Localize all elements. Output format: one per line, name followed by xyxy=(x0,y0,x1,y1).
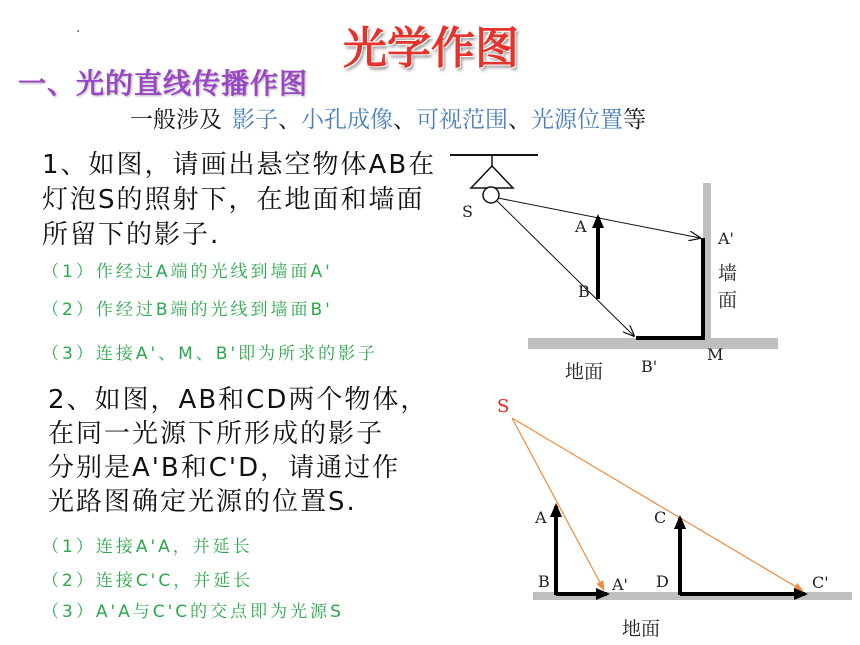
label-c: C xyxy=(654,508,667,527)
lampshade-icon xyxy=(471,166,513,188)
label-b: B xyxy=(578,282,590,301)
problem2-question-line: 2、如图，AB和CD两个物体， xyxy=(48,385,429,415)
bulb-icon xyxy=(483,187,499,203)
problem1-step-1: （1）作经过A端的光线到墙面A' xyxy=(42,262,333,282)
label-d: D xyxy=(656,572,669,591)
diagram2 xyxy=(497,396,852,640)
intro-topic-source-position: 光源位置 xyxy=(531,107,623,133)
label-a-prime: A' xyxy=(718,229,734,248)
intro-separator: 、 xyxy=(278,107,301,133)
problem1-step-3: （3）连接A'、M、B'即为所求的影子 xyxy=(42,344,379,364)
intro-topic-shadow: 影子 xyxy=(232,107,278,133)
problem1-question-line: 灯泡S的照射下，在地面和墙面 xyxy=(42,185,425,215)
intro-suffix: 等 xyxy=(623,107,646,133)
ground-label-1: 地面 xyxy=(565,361,604,383)
problem1-question-line: 1、如图，请画出悬空物体AB在 xyxy=(42,150,437,180)
label-s: S xyxy=(462,202,473,221)
label-b: B xyxy=(538,572,550,591)
label-a: A xyxy=(575,217,587,236)
label-s: S xyxy=(497,396,510,417)
intro-topic-pinhole: 小孔成像 xyxy=(301,107,393,133)
label-a-prime: A' xyxy=(612,575,628,594)
section-heading: 一、光的直线传播作图 xyxy=(18,67,309,100)
shadow-b-prime-m-a-prime xyxy=(636,238,703,338)
label-a: A xyxy=(535,508,547,527)
problem1-question-line: 所留下的影子. xyxy=(42,220,221,250)
intro-separator: 、 xyxy=(393,107,416,133)
label-b-prime: B' xyxy=(641,357,658,376)
problem2-question-line: 分别是A'B和C'D，请通过作 xyxy=(48,453,401,483)
label-c-prime: C' xyxy=(812,573,829,592)
corner-mark: . xyxy=(76,20,81,36)
ground-label-2: 地面 xyxy=(622,618,661,640)
problem1-step-2: （2）作经过B端的光线到墙面B' xyxy=(42,300,333,320)
intro-prefix: 一般涉及 xyxy=(130,107,222,133)
wall-label: 墙面 xyxy=(715,263,737,317)
problem2-step-1: （1）连接A'A，并延长 xyxy=(42,537,253,557)
intro-topic-visible-range: 可视范围 xyxy=(416,107,508,133)
problem2-step-3: （3）A'A与C'C的交点即为光源S xyxy=(42,602,344,622)
problem2-question-line: 光路图确定光源的位置S. xyxy=(48,487,357,517)
intro-separator: 、 xyxy=(508,107,531,133)
label-m: M xyxy=(707,345,724,364)
problem2-question-line: 在同一光源下所形成的影子 xyxy=(48,419,385,449)
slide-title: 光学作图 xyxy=(343,23,519,74)
problem2-step-2: （2）连接C'C，并延长 xyxy=(42,571,254,591)
